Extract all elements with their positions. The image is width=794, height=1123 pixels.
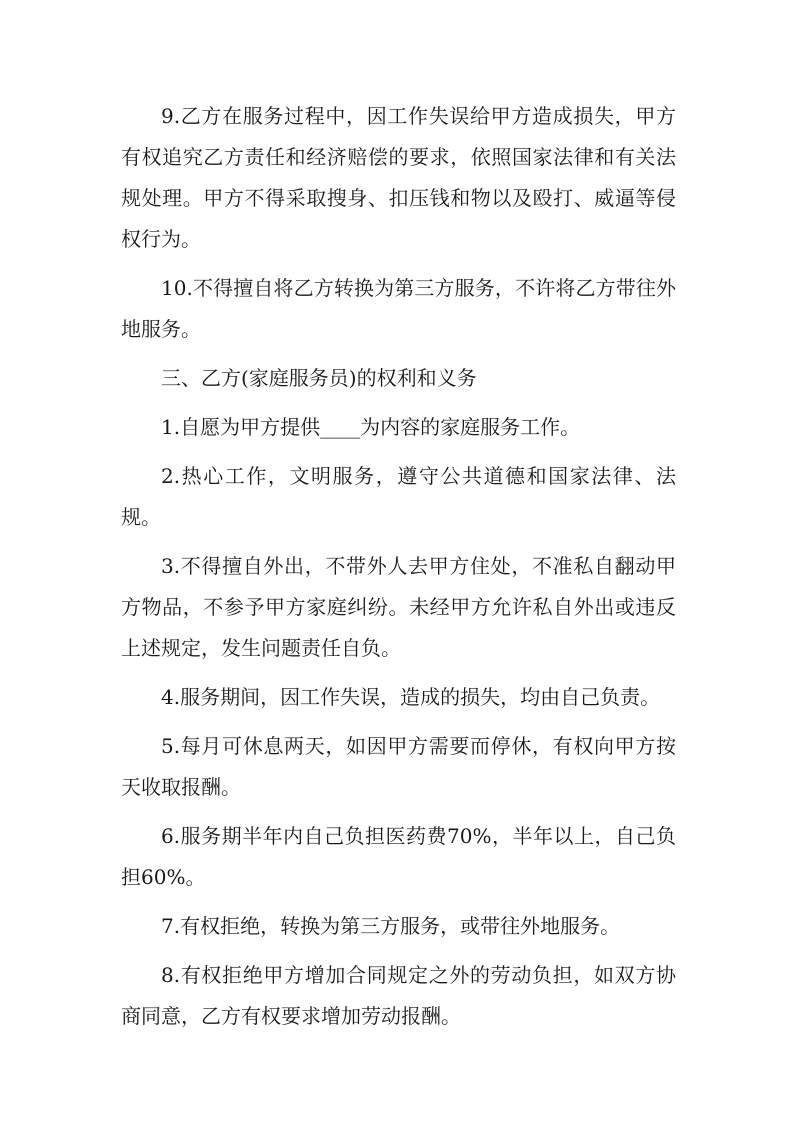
clause-1: 1.自愿为甲方提供____为内容的家庭服务工作。 xyxy=(161,415,581,439)
clause-8: 8.有权拒绝甲方增加合同规定之外的劳动负担，如双方协商同意，乙方有权要求增加劳动报酬。 xyxy=(121,963,676,1028)
clause-3: 3.不得擅自外出，不带外人去甲方住处，不准私自翻动甲方物品，不参予甲方家庭纠纷。未经甲方允许私自外出或违反上述规定，发生问题责任自负。 xyxy=(121,554,676,660)
clause-7: 7.有权拒绝，转换为第三方服务，或带往外地服务。 xyxy=(161,914,621,938)
document-page xyxy=(121,96,676,1045)
clause-10: 10.不得擅自将乙方转换为第三方服务，不许将乙方带往外地服务。 xyxy=(121,276,676,341)
clause-6: 6.服务期半年内自己负担医药费70%，半年以上，自己负担60%。 xyxy=(121,824,676,889)
clause-4: 4.服务期间，因工作失误，造成的损失，均由自己负责。 xyxy=(161,685,661,709)
clause-9: 9.乙方在服务过程中，因工作失误给甲方造成损失，甲方有权追究乙方责任和经济赔偿的要求，依照国家法律和有关法规处理。甲方不得采取搜身、扣压钱和物以及殴打、威逼等侵权行为。 xyxy=(121,104,676,251)
section-heading-3: 三、乙方(家庭服务员)的权利和义务 xyxy=(161,366,477,390)
clause-5: 5.每月可休息两天，如因甲方需要而停休，有权向甲方按天收取报酬。 xyxy=(121,734,676,799)
clause-2: 2.热心工作，文明服务，遵守公共道德和国家法律、法规。 xyxy=(121,464,676,529)
